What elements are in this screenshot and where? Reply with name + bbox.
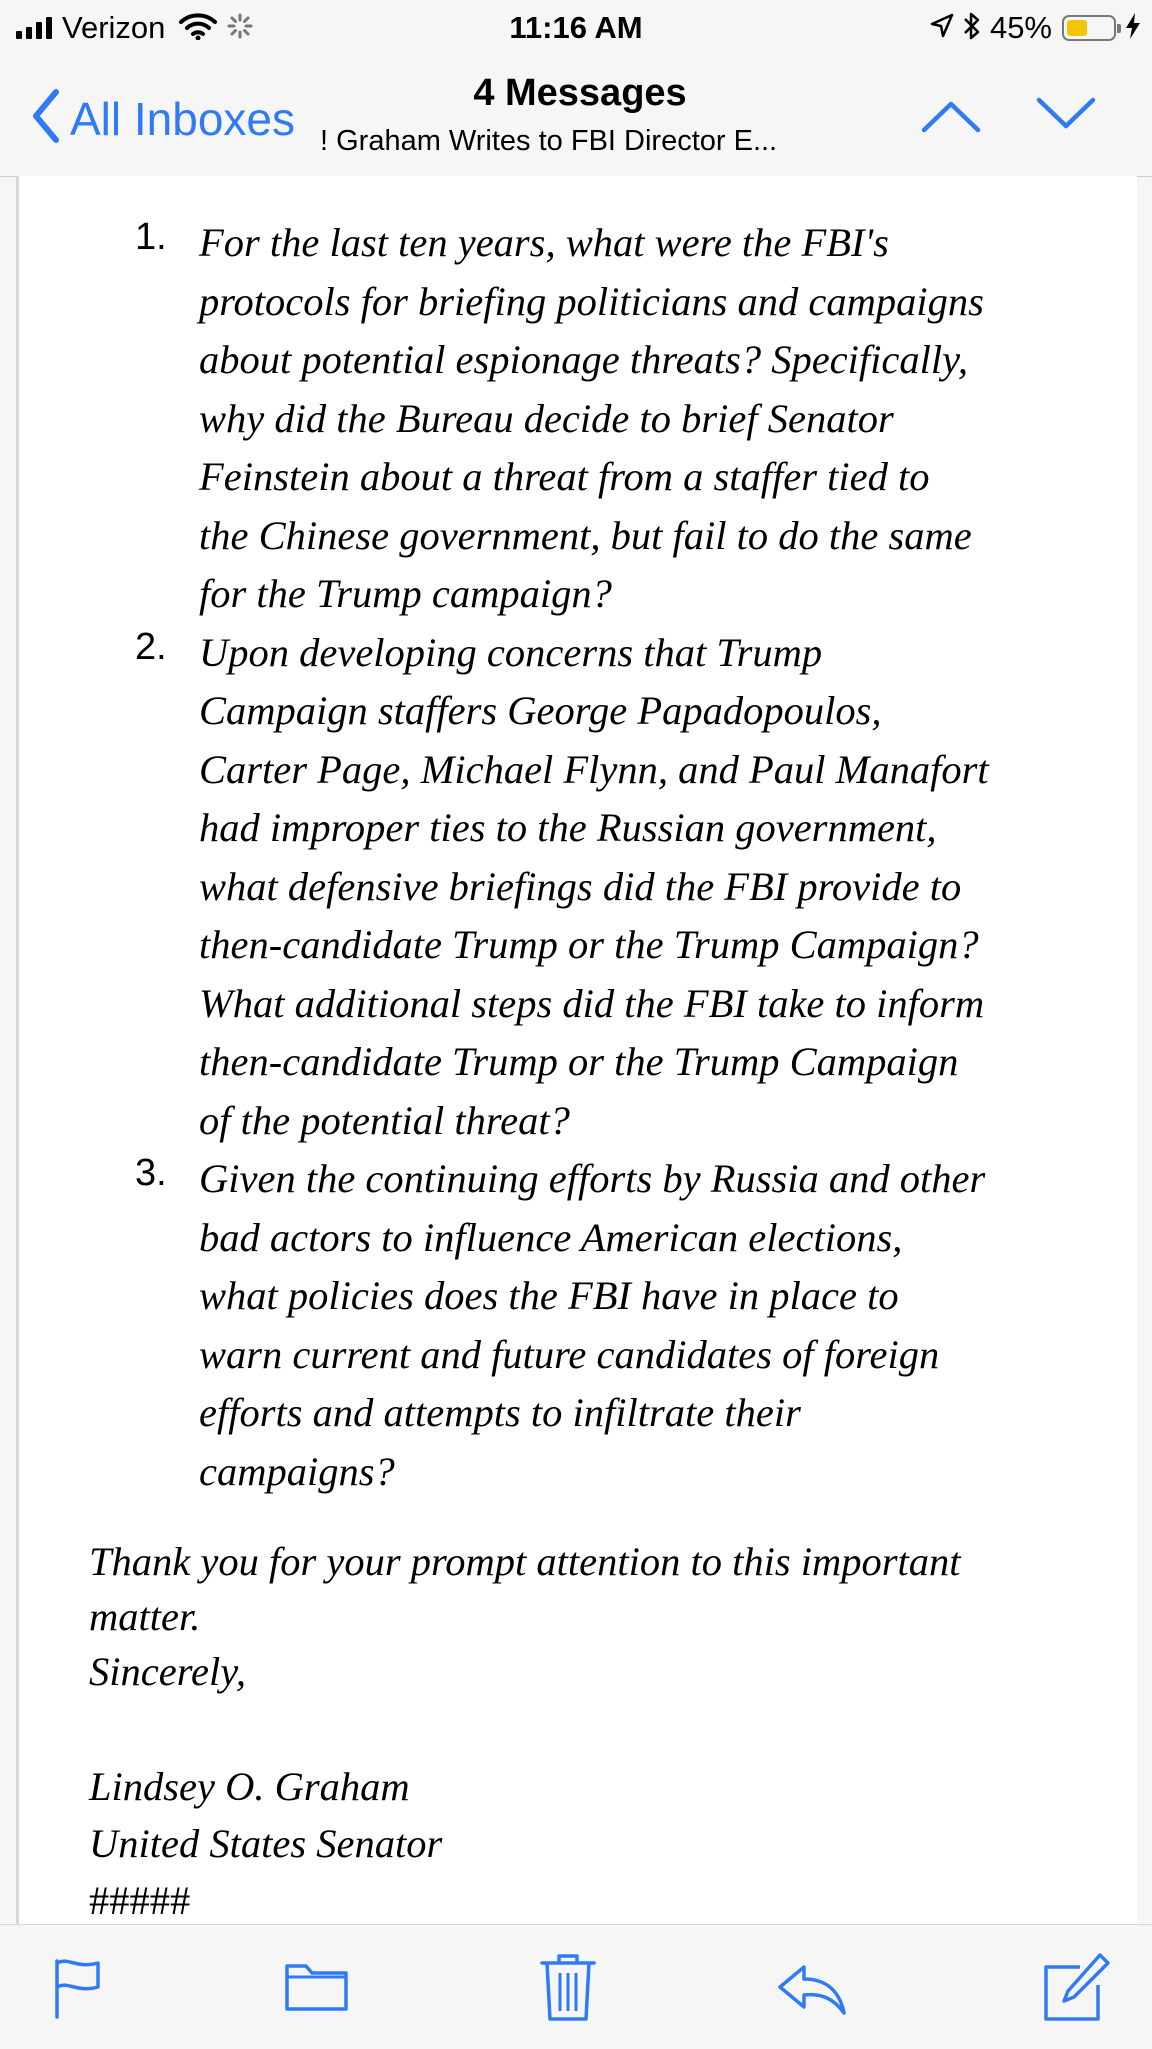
question-line: Upon developing concerns that Trump [199, 629, 823, 675]
question-line: campaigns? [199, 1448, 395, 1494]
end-marks: ##### [89, 1878, 191, 1923]
navigation-bar [0, 58, 1152, 177]
reply-button[interactable] [776, 1963, 848, 2020]
question-line: bad actors to influence American elections, [199, 1214, 903, 1260]
signature-title: United States Senator [89, 1821, 443, 1866]
folder-icon [284, 2000, 350, 2017]
reply-icon [776, 2002, 848, 2019]
location-icon [930, 13, 954, 44]
message-count-title: 4 Messages [473, 72, 687, 114]
question-line: of the potential threat? [199, 1097, 570, 1143]
message-body[interactable] [16, 176, 1137, 1924]
question-number: 1. [135, 216, 167, 258]
question-line: efforts and attempts to infiltrate their [199, 1390, 801, 1435]
previous-message-button[interactable] [920, 98, 982, 139]
question-line: what defensive briefings did the FBI provide to [199, 863, 962, 909]
battery-percent: 45% [989, 10, 1052, 45]
status-right [930, 10, 1142, 46]
question-line: Carter Page, Michael Flynn, and Paul Manafort [199, 746, 989, 792]
closing-line: Thank you for your prompt attention to this important [89, 1539, 961, 1584]
question-line: about potential espionage threats? Specifically, [199, 337, 969, 382]
chevron-down-icon [1035, 119, 1097, 136]
trash-button[interactable] [540, 1953, 596, 2028]
signature-name: Lindsey O. Graham [89, 1764, 410, 1809]
question-line: protocols for briefing politicians and campaigns [199, 278, 984, 324]
flag-button[interactable] [52, 1957, 104, 2024]
question-list [19, 214, 1089, 1501]
chevron-up-icon [920, 121, 982, 138]
question-line: for the Trump campaign? [199, 571, 612, 616]
charging-icon [1124, 12, 1142, 45]
question-line: Feinstein about a threat from a staffer tied to [199, 454, 930, 499]
question-number: 2. [135, 625, 167, 668]
bluetooth-icon [962, 11, 982, 46]
question-line: then-candidate Trump or the Trump Campaign [199, 1039, 959, 1084]
question-line: Campaign staffers George Papadopoulos, [199, 688, 882, 733]
question-line: warn current and future candidates of foreign [199, 1331, 940, 1377]
trash-icon [540, 2010, 596, 2027]
question-item [19, 624, 1089, 1151]
chevron-left-icon [30, 88, 60, 149]
closing-line: Sincerely, [89, 1649, 247, 1694]
compose-button[interactable] [1040, 1951, 1112, 2028]
question-item [19, 214, 1089, 624]
question-line: had improper ties to the Russian government, [199, 805, 937, 850]
bottom-toolbar [0, 1924, 1152, 2049]
question-line: then-candidate Trump or the Trump Campaign? [199, 922, 979, 967]
move-to-folder-button[interactable] [284, 1961, 350, 2018]
status-bar [0, 0, 1152, 58]
closing-line: matter. [89, 1594, 201, 1639]
question-line: what policies does the FBI have in place to [199, 1273, 899, 1318]
status-time: 11:16 AM [509, 10, 643, 45]
battery-icon [1062, 15, 1116, 41]
compose-icon [1040, 2010, 1112, 2027]
question-line: the Chinese government, but fail to do the same [199, 512, 972, 558]
closing-paragraph [89, 1534, 1079, 1699]
question-line: Given the continuing efforts by Russia and other [199, 1156, 986, 1201]
question-line: What additional steps did the FBI take to inform [199, 980, 985, 1026]
thread-subject: ! Graham Writes to FBI Director E... [320, 125, 778, 157]
carrier-label: Verizon [62, 10, 166, 45]
question-line: why did the Bureau decide to brief Senator [199, 395, 894, 441]
back-button-label: All Inboxes [70, 92, 296, 145]
next-message-button[interactable] [1035, 96, 1097, 137]
back-button[interactable] [30, 88, 295, 149]
question-item [19, 1150, 1089, 1501]
signature-block [89, 1758, 442, 1924]
question-number: 3. [135, 1152, 167, 1194]
question-line: For the last ten years, what were the FBI's [199, 220, 889, 265]
flag-icon [52, 2006, 104, 2023]
